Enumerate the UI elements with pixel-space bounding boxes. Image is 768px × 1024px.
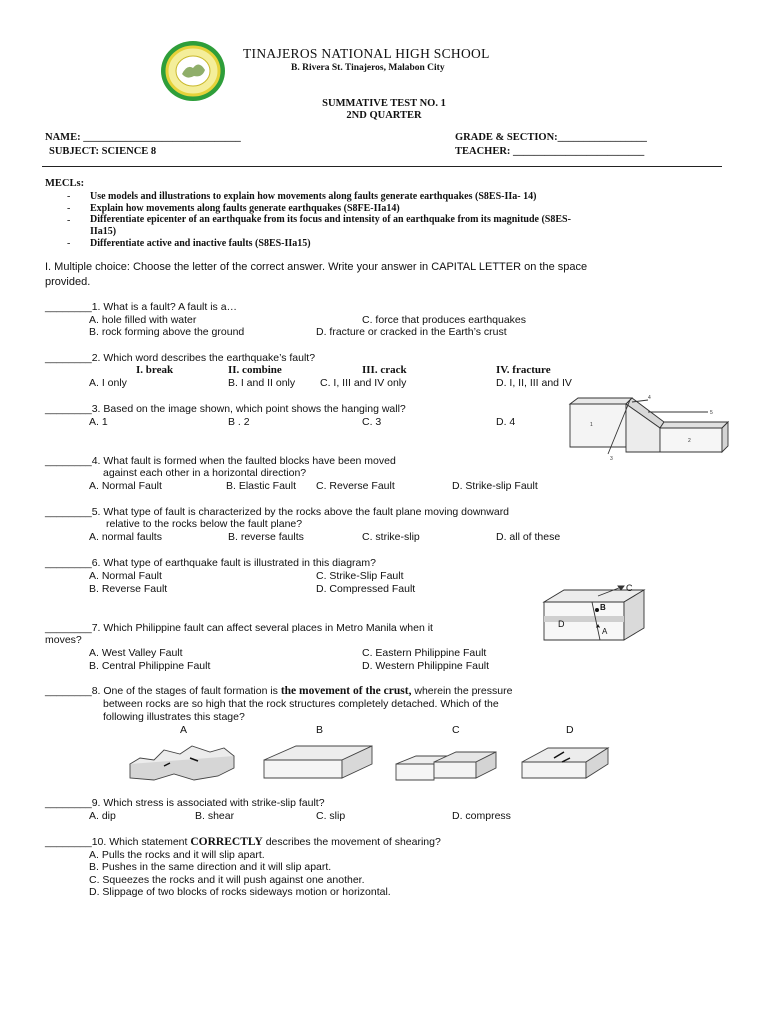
name-field[interactable]: NAME: ______________________________ <box>45 132 241 143</box>
q7-option-c: C. Eastern Philippine Fault <box>362 647 487 659</box>
q9-option-a: A. dip <box>89 810 116 822</box>
q1-option-d: D. fracture or cracked in the Earth’s crust <box>316 326 507 338</box>
q2-option-a: A. I only <box>89 377 127 389</box>
grade-section-field[interactable]: GRADE & SECTION:_________________ <box>455 132 647 143</box>
q4-option-a: A. Normal Fault <box>89 480 162 492</box>
q7-option-b: B. Central Philippine Fault <box>89 660 211 672</box>
q3-option-b: B . 2 <box>228 416 250 428</box>
q10-stem[interactable] <box>45 836 441 848</box>
q8-label-a: A <box>180 724 188 736</box>
q1-option-b: B. rock forming above the ground <box>89 326 245 338</box>
q6-fig-label-a: A <box>602 627 608 636</box>
school-name: TINAJEROS NATIONAL HIGH SCHOOL <box>243 46 490 61</box>
q8-stem[interactable] <box>45 685 512 697</box>
q7-option-a: A. West Valley Fault <box>89 647 183 659</box>
q2-option-d: D. I, II, III and IV <box>496 377 572 389</box>
q9-option-b: B. shear <box>195 810 235 822</box>
q8-label-d: D <box>566 724 574 736</box>
q10-option-b: B. Pushes in the same direction and it will slip apart. <box>89 861 332 873</box>
q3-fig-label: 5 <box>710 410 713 416</box>
q3-fig-label: 4 <box>648 395 651 401</box>
q5-option-d: D. all of these <box>496 531 561 543</box>
q3-fig-label: 3 <box>610 456 613 462</box>
q8-stem-pre: ________8. One of the stages of fault formation is <box>45 685 281 697</box>
q4-stem[interactable]: ________4. What fault is formed when the faulted blocks have been moved <box>45 455 396 467</box>
q9-stem[interactable]: ________9. Which stress is associated with strike-slip fault? <box>45 797 325 809</box>
q10-option-a: A. Pulls the rocks and it will slip apart. <box>89 849 265 861</box>
fault-diagram-q3 <box>568 392 730 462</box>
school-address: B. Rivera St. Tinajeros, Malabon City <box>291 63 445 73</box>
q5-option-a: A. normal faults <box>89 531 162 543</box>
q5-stem-cont: relative to the rocks below the fault plane? <box>106 518 303 530</box>
q3-stem[interactable]: ________3. Based on the image shown, which point shows the hanging wall? <box>45 403 406 415</box>
q4-option-c: C. Reverse Fault <box>316 480 395 492</box>
q8-stem-post: wherein the pressure <box>411 685 513 697</box>
q2-word-2: II. combine <box>228 364 282 376</box>
fault-stages-diagram <box>124 736 624 784</box>
mecl-item: IIa15) <box>90 226 117 237</box>
q8-label-b: B <box>316 724 324 736</box>
mecls-heading: MECLs: <box>45 178 85 189</box>
q10-stem-bold: CORRECTLY <box>190 836 263 848</box>
q3-fig-label: 1 <box>590 422 593 428</box>
q7-stem[interactable]: ________7. Which Philippine fault can affect several places in Metro Manila when it <box>45 622 433 634</box>
school-seal <box>160 40 226 102</box>
test-title: SUMMATIVE TEST NO. 1 <box>322 98 446 109</box>
q8-stem-cont: between rocks are so high that the rock structures completely detached. Which of the <box>103 698 499 710</box>
q5-stem[interactable]: ________5. What type of fault is characterized by the rocks above the fault plane moving downward <box>45 506 510 518</box>
mecl-item: Differentiate active and inactive faults (S8ES-IIa15) <box>90 238 311 249</box>
q6-fig-label-b: B <box>600 603 606 612</box>
q1-stem[interactable]: ________1. What is a fault? A fault is a… <box>45 301 238 313</box>
q6-fig-label-d: D <box>558 619 565 629</box>
q4-stem-cont: against each other in a horizontal direction? <box>103 467 307 479</box>
q2-word-3: III. crack <box>362 364 407 376</box>
q2-option-b: B. I and II only <box>228 377 296 389</box>
q2-word-4: IV. fracture <box>496 364 551 376</box>
header-divider <box>42 166 722 167</box>
q3-fig-label: 2 <box>688 438 691 444</box>
q6-stem[interactable]: ________6. What type of earthquake fault is illustrated in this diagram? <box>45 557 376 569</box>
q4-option-d: D. Strike-slip Fault <box>452 480 538 492</box>
q6-fig-label-c: C <box>626 583 633 593</box>
mecl-item: Explain how movements along faults generate earthquakes (S8FE-IIa14) <box>90 203 400 214</box>
q4-option-b: B. Elastic Fault <box>226 480 297 492</box>
q7-stem-cont: moves? <box>45 634 82 646</box>
q6-option-a: A. Normal Fault <box>89 570 162 582</box>
q6-option-d: D. Compressed Fault <box>316 583 416 595</box>
q3-option-a: A. 1 <box>89 416 108 428</box>
q8-stem-cont2: following illustrates this stage? <box>103 711 245 723</box>
q8-stem-bold: the movement of the crust, <box>280 685 412 697</box>
mecl-item: Use models and illustrations to explain how movements along faults generate earthquakes (S8ES-IIa- 14) <box>90 191 537 202</box>
q9-option-c: C. slip <box>316 810 346 822</box>
q10-option-d: D. Slippage of two blocks of rocks sideways motion or horizontal. <box>89 886 391 898</box>
q7-option-d: D. Western Philippine Fault <box>362 660 490 672</box>
q8-label-c: C <box>452 724 460 736</box>
q2-option-c: C. I, III and IV only <box>320 377 407 389</box>
mecl-item: Differentiate epicenter of an earthquake from its focus and intensity of an earthquake from its magnitude (S8ES- <box>90 214 571 225</box>
q10-option-c: C. Squeezes the rocks and it will push against one another. <box>89 874 365 886</box>
q3-option-c: C. 3 <box>362 416 382 428</box>
fault-diagram-q6 <box>540 580 650 650</box>
q6-option-b: B. Reverse Fault <box>89 583 168 595</box>
q6-option-c: C. Strike-Slip Fault <box>316 570 404 582</box>
q2-stem[interactable]: ________2. Which word describes the earthquake’s fault? <box>45 352 316 364</box>
q5-option-b: B. reverse faults <box>228 531 304 543</box>
teacher-field[interactable]: TEACHER: _________________________ <box>455 146 645 157</box>
q3-option-d: D. 4 <box>496 416 516 428</box>
q10-stem-post: describes the movement of shearing? <box>262 836 441 848</box>
q9-option-d: D. compress <box>452 810 511 822</box>
instructions-line1: I. Multiple choice: Choose the letter of the correct answer. Write your answer in CAPITAL LETTER on the space <box>45 261 588 273</box>
q5-option-c: C. strike-slip <box>362 531 420 543</box>
q1-option-a: A. hole filled with water <box>89 314 197 326</box>
instructions-line2: provided. <box>45 276 91 288</box>
subject-field: SUBJECT: SCIENCE 8 <box>49 146 157 157</box>
q1-option-c: C. force that produces earthquakes <box>362 314 527 326</box>
q2-word-1: I. break <box>136 364 174 376</box>
q10-stem-pre: ________10. Which statement <box>45 836 191 848</box>
test-quarter: 2ND QUARTER <box>346 110 422 121</box>
